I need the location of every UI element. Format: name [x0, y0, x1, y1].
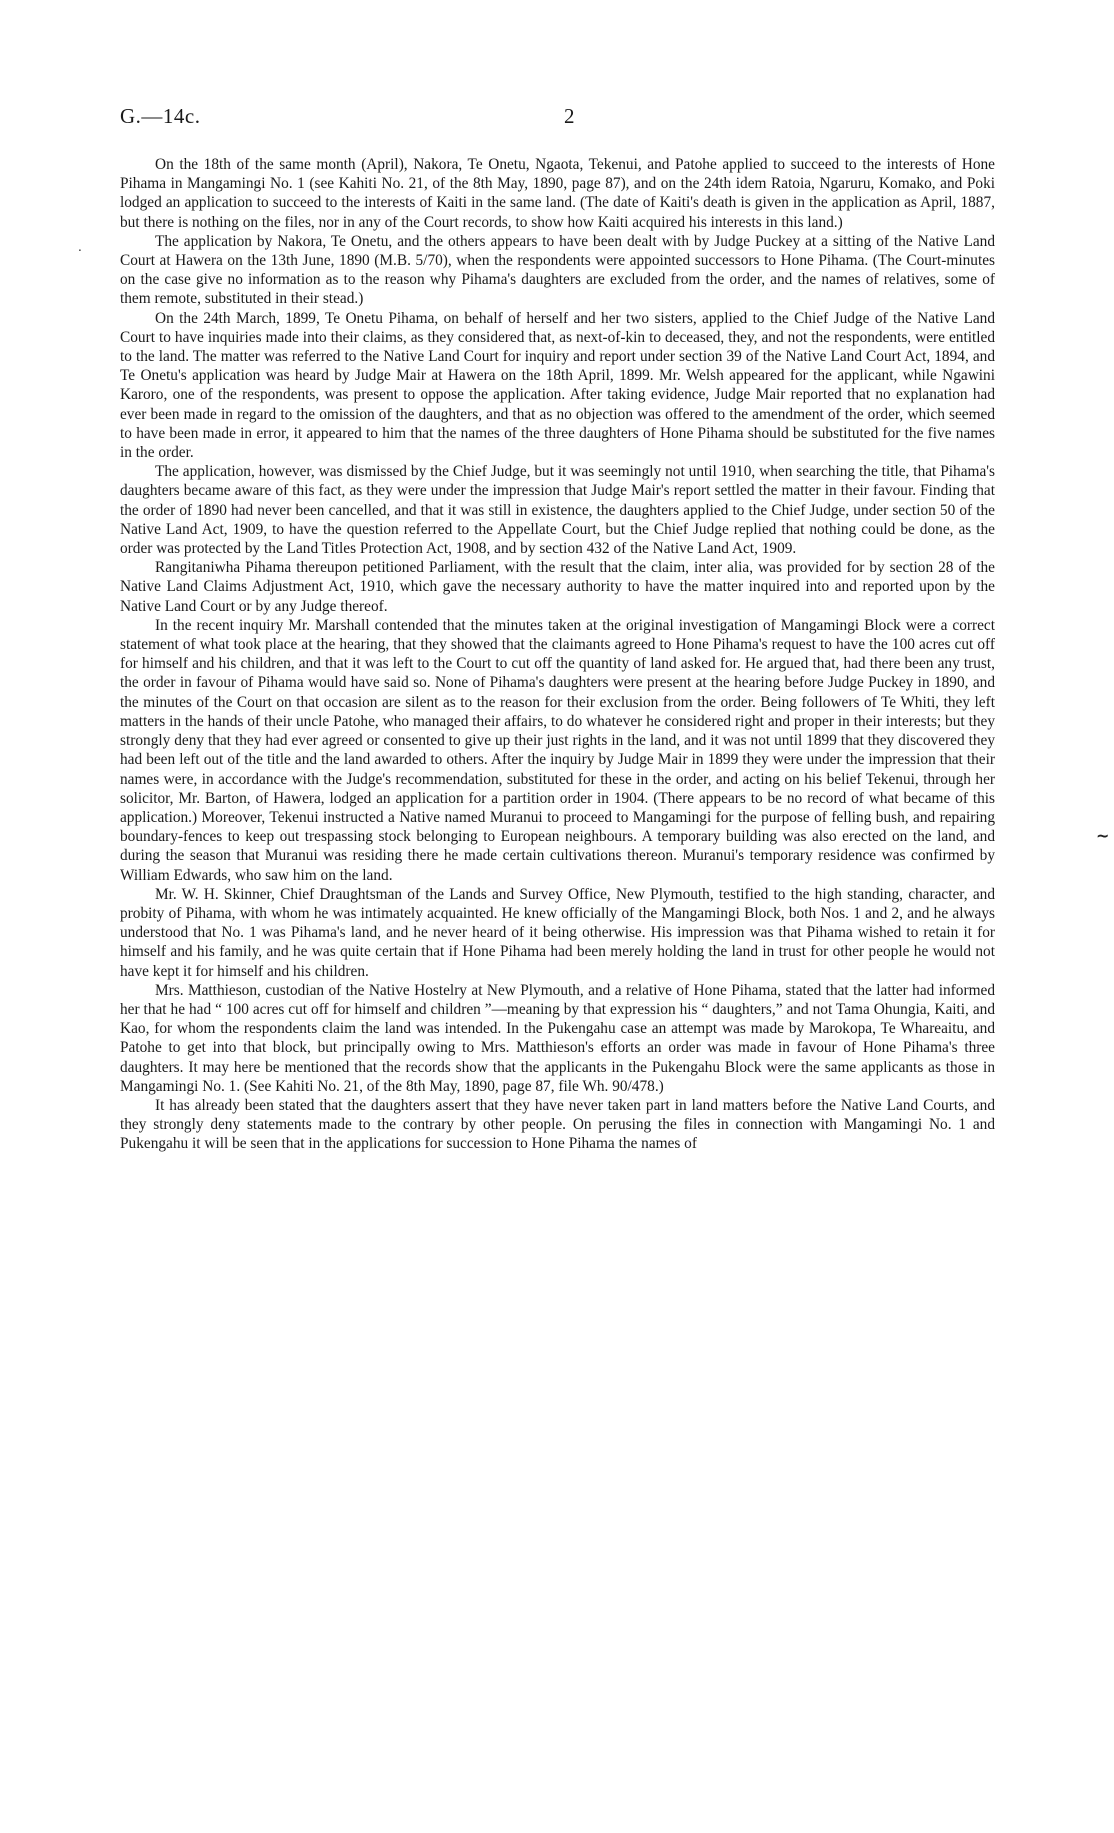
- paragraph-4: The application, however, was dismissed by the Chief Judge, but it was seemingly not until 1910, when searching the title, that Pihama's daughters became aware of this fact, as they were under the impression that Judge Mair's report settled the matter in their favour. Finding that the order of 1890 had never been cancelled, and that it was still in existence, the daughters applied to the Chief Judge, under section 50 of the Native Land Act, 1909, to have the question referred to the Appellate Court, but the Chief Judge replied that nothing could be done, as the order was protected by the Land Titles Protection Act, 1908, and by section 432 of the Native Land Act, 1909.: [120, 463, 995, 558]
- paragraph-5: Rangitaniwha Pihama thereupon petitioned Parliament, with the result that the claim, inter alia, was provided for by section 28 of the Native Land Claims Adjustment Act, 1910, which gave the necessary authority to have the matter inquired into and reported upon by the Native Land Court or by any Judge thereof.: [120, 559, 995, 615]
- paragraph-1: On the 18th of the same month (April), Nakora, Te Onetu, Ngaota, Tekenui, and Patohe applied to succeed to the interests of Hone Pihama in Mangamingi No. 1 (see Kahiti No. 21, of the 8th May, 1890, page 87), and on the 24th idem Ratoia, Ngaruru, Komako, and Poki lodged an application to succeed to the interests of Kaiti in the same land. (The date of Kaiti's death is given in the application as April, 1887, but there is nothing on the files, nor in any of the Court records, to show how Kaiti acquired his interests in this land.): [120, 156, 995, 231]
- paragraph-2: The application by Nakora, Te Onetu, and the others appears to have been dealt with by Judge Puckey at a sitting of the Native Land Court at Hawera on the 13th June, 1890 (M.B. 5/70), when the respondents were appointed successors to Hone Pihama. (The Court-minutes on the case give no information as to the reason why Pihama's daughters are excluded from the order, and the names of relatives, some of them remote, substituted in their stead.): [120, 232, 995, 308]
- paragraph-8: Mrs. Matthieson, custodian of the Native Hostelry at New Plymouth, and a relative of Hone Pihama, stated that the latter had informed her that he had “ 100 acres cut off for himself and children ”—meaning by that expression his “ daughters,” and not Tama Ohungia, Kaiti, and Kao, for whom the respondents claim the land was intended. In the Pukengahu case an attempt was made by Marokopa, Te Whareaitu, and Patohe to get into that block, but principally owing to Mrs. Matthieson's efforts an order was made in favour of Hone Pihama's three daughters. It may here be mentioned that the records show that the applicants in the Pukengahu Block were the same applicants as those in Mangamingi No. 1. (See Kahiti No. 21, of the 8th May, 1890, page 87, file Wh. 90/478.): [120, 981, 995, 1095]
- paragraph-7: Mr. W. H. Skinner, Chief Draughtsman of the Lands and Survey Office, New Plymouth, testified to the high standing, character, and probity of Pihama, with whom he was intimately acquainted. He knew officially of the Mangamingi Block, both Nos. 1 and 2, and he always understood that No. 1 was Pihama's land, and he never heard of it being otherwise. His impression was that Pihama wished to retain it for himself and his family, and he was quite certain that if Hone Pihama had been merely holding the land in trust for other people he would not have kept it for himself and his children.: [120, 885, 995, 980]
- page-number: 2: [564, 104, 575, 128]
- margin-tilde: ~: [1096, 826, 1110, 845]
- body-text: [120, 155, 995, 1154]
- paragraph-9: It has already been stated that the daughters assert that they have never taken part in land matters before the Native Land Courts, and they strongly deny statements made to the contrary by other people. On perusing the files in connection with Mangamingi No. 1 and Pukengahu it will be seen that in the applications for succession to Hone Pihama the names of: [120, 1096, 995, 1153]
- margin-dot: .: [78, 240, 82, 254]
- document-code: G.—14c.: [120, 104, 201, 128]
- paragraph-6: In the recent inquiry Mr. Marshall contended that the minutes taken at the original investigation of Mangamingi Block were a correct statement of what took place at the hearing, that they showed that the claimants agreed to Hone Pihama's request to have the 100 acres cut off for himself and his children, and that it was left to the Court to cut off the quantity of land asked for. He argued that, had there been any trust, the order in favour of Pihama would have said so. None of Pihama's daughters were present at the hearing before Judge Puckey in 1890, and the minutes of the Court on that occasion are silent as to the reason for their exclusion from the order. Being followers of Te Whiti, they left matters in the hands of their uncle Patohe, who managed their affairs, to do whatever he considered right and proper in their interests; but they strongly deny that they had ever agreed or consented to give up their just rights in the land, and it was not until 1899 that they discovered they had been left out of the title and the land awarded to others. After the inquiry by Judge Mair in 1899 they were under the impression that their names were, in accordance with the Judge's recommendation, substituted for these in the order, and acting on his belief Tekenui, through her solicitor, Mr. Barton, of Hawera, lodged an application for a partition order in 1904. (There appears to be no record of what became of this application.) Moreover, Tekenui instructed a Native named Muranui to proceed to Mangamingi for the purpose of felling bush, and repairing boundary-fences to keep out trespassing stock belonging to European neighbours. A temporary building was also erected on the land, and during the season that Muranui was residing there he made certain cultivations thereon. Muranui's temporary residence was confirmed by William Edwards, who saw him on the land.: [120, 616, 995, 884]
- paragraph-3: On the 24th March, 1899, Te Onetu Pihama, on behalf of herself and her two sisters, applied to the Chief Judge of the Native Land Court to have inquiries made into their claims, as they considered that, as next-of-kin to deceased, they, and not the respondents, were entitled to the land. The matter was referred to the Native Land Court for inquiry and report under section 39 of the Native Land Court Act, 1894, and Te Onetu's application was heard by Judge Mair at Hawera on the 18th April, 1899. Mr. Welsh appeared for the applicant, while Ngawini Karoro, one of the respondents, was present to oppose the application. After taking evidence, Judge Mair reported that no explanation had ever been made in regard to the omission of the daughters, and that as no objection was offered to the amendment of the order, which seemed to have been made in error, it appeared to him that the names of the three daughters of Hone Pihama should be substituted for the five names in the order.: [120, 309, 995, 462]
- page-header: [120, 104, 1000, 134]
